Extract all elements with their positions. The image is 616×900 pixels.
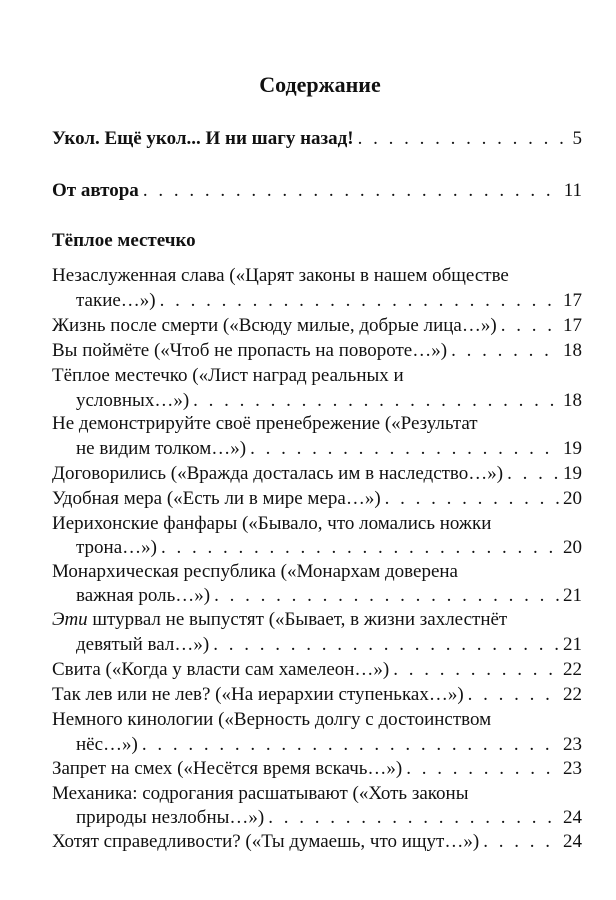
leader-dots	[142, 734, 559, 756]
toc-entry-page: 23	[563, 734, 582, 755]
toc-entry-title-cont: важная роль…»)	[76, 585, 211, 606]
toc-entry-page: 20	[563, 537, 582, 558]
toc-entry	[76, 390, 582, 412]
toc-entry-page: 22	[563, 659, 582, 680]
toc-entry-page: 17	[563, 290, 582, 311]
toc-entry-title-cont: трона…»)	[76, 537, 157, 558]
leader-dots	[143, 180, 560, 202]
toc-entry-title: Вы поймёте («Чтоб не пропасть на повороте…»)	[52, 340, 448, 361]
toc-entry-page: 21	[563, 634, 582, 655]
leader-dots	[501, 315, 559, 337]
toc-entry-page: 5	[572, 128, 582, 149]
toc-entry-page: 22	[563, 684, 582, 705]
toc-entry-title: Хотят справедливости? («Ты думаешь, что ищут…»)	[52, 831, 480, 852]
toc-entry-title: Так лев или не лев? («На иерархии ступеньках…»)	[52, 684, 464, 705]
toc-entry	[76, 585, 582, 607]
toc-entry	[76, 734, 582, 756]
toc-entry-title-rest: штурвал не выпустят («Бывает, в жизни захлестнёт	[87, 609, 508, 630]
toc-entry-title-cont: природы незлобны…»)	[76, 807, 265, 828]
toc-entry-page: 24	[563, 831, 582, 852]
leader-dots	[358, 128, 569, 150]
toc-entry-title: Свита («Когда у власти сам хамелеон…»)	[52, 659, 390, 680]
toc-entry	[76, 438, 582, 460]
toc-entry	[52, 128, 582, 150]
toc-entry-page: 24	[563, 807, 582, 828]
toc-entry-title-cont: такие…»)	[76, 290, 156, 311]
leader-dots	[451, 340, 559, 362]
leader-dots	[214, 585, 559, 607]
section-title: Тёплое местечко	[52, 230, 196, 251]
toc-entry-title: Не демонстрируйте своё пренебрежение («Результат	[52, 413, 478, 434]
toc-entry	[52, 659, 582, 681]
toc-entry	[52, 488, 582, 510]
toc-entry-page: 18	[563, 390, 582, 411]
toc-entry	[52, 463, 582, 485]
toc-entry-title: Запрет на смех («Несётся время вскачь…»)	[52, 758, 403, 779]
toc-entry-page: 11	[563, 180, 582, 201]
toc-entry-title: Незаслуженная слава («Царят законы в нашем обществе	[52, 265, 509, 286]
leader-dots	[268, 807, 559, 829]
toc-entry-title: Монархическая республика («Монархам доверена	[52, 561, 458, 582]
toc-entry-title: Жизнь после смерти («Всюду милые, добрые лица…»)	[52, 315, 497, 336]
toc-entry	[52, 340, 582, 362]
toc-entry-page: 20	[563, 488, 582, 509]
toc-entry-title: Тёплое местечко («Лист наград реальных и	[52, 365, 404, 386]
toc-entry	[76, 290, 582, 312]
toc-entry	[76, 807, 582, 829]
toc-entry-page: 19	[563, 438, 582, 459]
toc-entry-title: Механика: содрогания расшатывают («Хоть законы	[52, 783, 469, 804]
leader-dots	[161, 537, 559, 559]
toc-entry	[52, 758, 582, 780]
leader-dots	[193, 390, 559, 412]
toc-entry	[52, 315, 582, 337]
toc-entry-title-cont: девятый вал…»)	[76, 634, 210, 655]
toc-entry	[52, 684, 582, 706]
toc-entry-title: Немного кинологии («Верность долгу с достоинством	[52, 709, 492, 730]
toc-entry-title-cont: не видим толком…»)	[76, 438, 247, 459]
leader-dots	[213, 634, 559, 656]
toc-entry-page: 21	[563, 585, 582, 606]
toc-entry	[76, 537, 582, 559]
leader-dots	[483, 831, 559, 853]
leader-dots	[468, 684, 559, 706]
leader-dots	[385, 488, 559, 510]
toc-entry-page: 17	[563, 315, 582, 336]
italic-word: Эти	[52, 609, 88, 630]
leader-dots	[406, 758, 559, 780]
leader-dots	[393, 659, 559, 681]
toc-entry-page: 18	[563, 340, 582, 361]
toc-entry-page: 23	[563, 758, 582, 779]
toc-entry-title-cont: условных…»)	[76, 390, 190, 411]
toc-entry	[76, 634, 582, 656]
toc-entry-title: Удобная мера («Есть ли в мире мера…»)	[52, 488, 381, 509]
toc-entry-title	[52, 609, 507, 631]
toc-entry	[52, 180, 582, 202]
page-title: Содержание	[259, 72, 381, 97]
toc-entry-title: Укол. Ещё укол... И ни шагу назад!	[52, 128, 354, 149]
toc-entry-title: От автора	[52, 180, 139, 201]
toc-entry-title: Иерихонские фанфары («Бывало, что ломались ножки	[52, 513, 492, 534]
leader-dots	[250, 438, 559, 460]
toc-entry-title-cont: нёс…»)	[76, 734, 138, 755]
leader-dots	[160, 290, 559, 312]
leader-dots	[507, 463, 559, 485]
toc-entry-title: Договорились («Вражда досталась им в наследство…»)	[52, 463, 504, 484]
toc-entry	[52, 831, 582, 853]
toc-entry-page: 19	[563, 463, 582, 484]
